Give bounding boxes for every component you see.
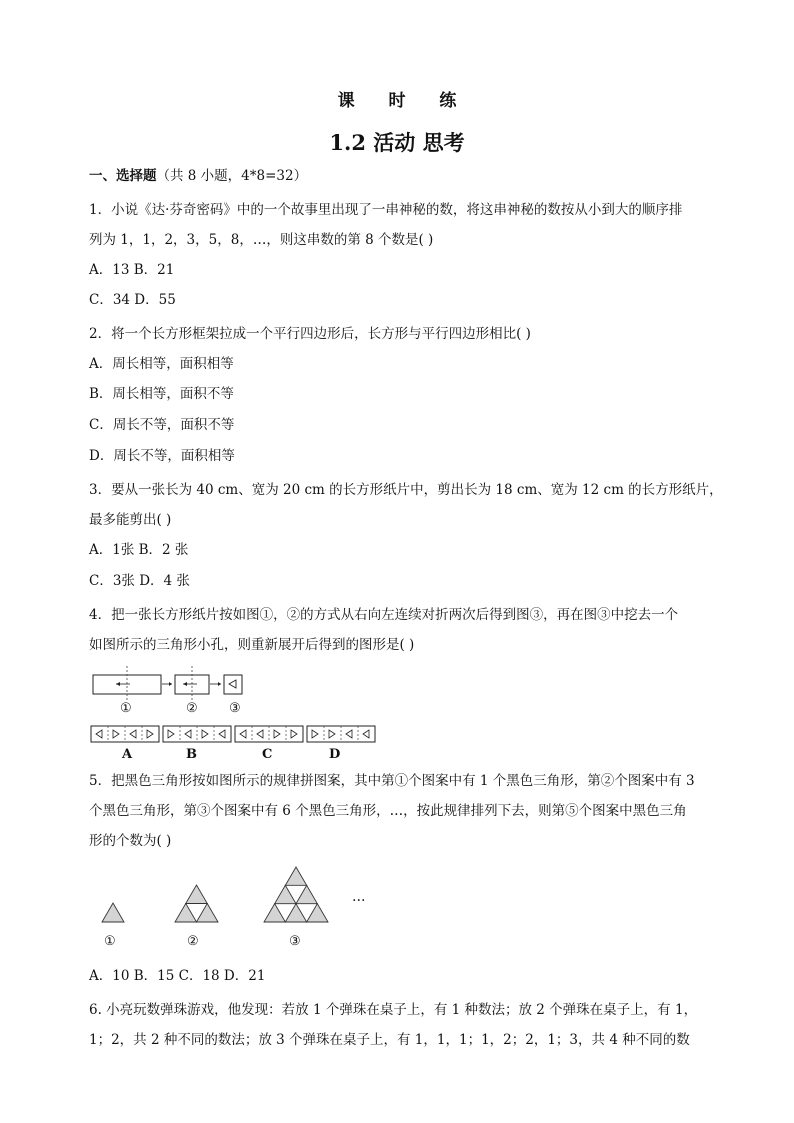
- q4-option-strips: [90, 724, 380, 744]
- page-subtitle: 课 时 练: [337, 91, 471, 111]
- q5-stem-line1: 5．把黑色三角形按如图所示的规律拼图案，其中第①个图案中有 1 个黑色三角形，第②个图案中有 3: [89, 773, 695, 789]
- q6-stem-line2: 1；2，共 2 种不同的数法；放 3 个弹珠在桌子上，有 1，1，1；1，2；2，1；3，共 4 种不同的数: [89, 1032, 690, 1048]
- q5-fig-label-1: ①: [104, 934, 116, 949]
- q4-folding-figure: [90, 672, 270, 714]
- q2-stem: 2．将一个长方形框架拉成一个平行四边形后，长方形与平行四边形相比( ): [89, 326, 531, 342]
- q6-stem-line1: 6. 小亮玩数弹珠游戏，他发现：若放 1 个弹珠在桌子上，有 1 种数法；放 2 个弹珠在桌子上，有 1，: [89, 1002, 698, 1018]
- section-heading: [89, 167, 307, 185]
- q5-stem-line3: 形的个数为( ): [89, 833, 172, 849]
- q1-options-cd: C．34 D．55: [89, 292, 176, 308]
- q3-options-ab: A．1张 B．2 张: [89, 542, 189, 558]
- q2-option-a: A．周长相等，面积相等: [89, 356, 234, 372]
- q5-stem-line2: 个黑色三角形，第③个图案中有 6 个黑色三角形，…，按此规律排列下去，则第⑤个图案中黑色三角: [89, 803, 687, 819]
- q1-options-ab: A．13 B．21: [89, 262, 175, 278]
- q4-stem-line2: 如图所示的三角形小孔，则重新展开后得到的图形是( ): [89, 637, 415, 653]
- section-note: （共 8 小题，4*8=32）: [156, 168, 308, 184]
- triangle-pattern-2: [175, 885, 218, 922]
- q5-ellipsis: …: [352, 889, 366, 905]
- q4-strip-b: [163, 726, 231, 742]
- q2-option-c: C．周长不等，面积不等: [89, 417, 235, 433]
- q3-stem-line2: 最多能剪出( ): [89, 512, 172, 528]
- q4-fig-label-3: ③: [229, 701, 241, 716]
- q3-stem-line1: 3．要从一张长为 40 cm、宽为 20 cm 的长方形纸片中，剪出长为 18 cm、宽为 12 cm 的长方形纸片，: [89, 482, 723, 498]
- q5-options: A．10 B．15 C．18 D．21: [89, 968, 266, 984]
- q5-fig-label-3: ③: [289, 934, 301, 949]
- q3-options-cd: C．3张 D．4 张: [89, 573, 190, 589]
- section-title: 一、选择题: [89, 168, 157, 184]
- triangle-pattern-1: [102, 903, 124, 922]
- q1-stem-line1: 1．小说《达·芬奇密码》中的一个故事里出现了一串神秘的数，将这串神秘的数按从小到大的顺序排: [89, 202, 683, 218]
- q4-stem-line1: 4．把一张长方形纸片按如图①，②的方式从右向左连续对折两次后得到图③，再在图③中挖去一个: [89, 607, 679, 623]
- q1-stem-line2: 列为 1，1，2，3，5，8，…，则这串数的第 8 个数是( ): [89, 232, 434, 248]
- q4-strip-a: [91, 726, 159, 742]
- q4-fig-label-2: ②: [186, 701, 198, 716]
- q5-fig-label-2: ②: [187, 934, 199, 949]
- q5-triangle-figure: [100, 866, 340, 926]
- fold-step-2: [175, 666, 209, 700]
- triangle-pattern-3: [264, 867, 328, 922]
- q4-strip-c: [235, 726, 303, 742]
- fold-step-3: [224, 675, 242, 694]
- q4-option-label-c: C: [262, 747, 273, 762]
- q4-option-label-b: B: [186, 747, 197, 762]
- q2-option-b: B．周长相等，面积不等: [89, 386, 234, 402]
- fold-step-1: [93, 666, 161, 700]
- q2-option-d: D．周长不等，面积相等: [89, 448, 235, 464]
- page-title: 1.2 活动 思考: [329, 130, 465, 155]
- q4-option-label-d: D: [329, 747, 341, 762]
- q4-strip-d: [307, 726, 375, 742]
- q4-fig-label-1: ①: [120, 701, 132, 716]
- q4-option-label-a: A: [122, 747, 133, 762]
